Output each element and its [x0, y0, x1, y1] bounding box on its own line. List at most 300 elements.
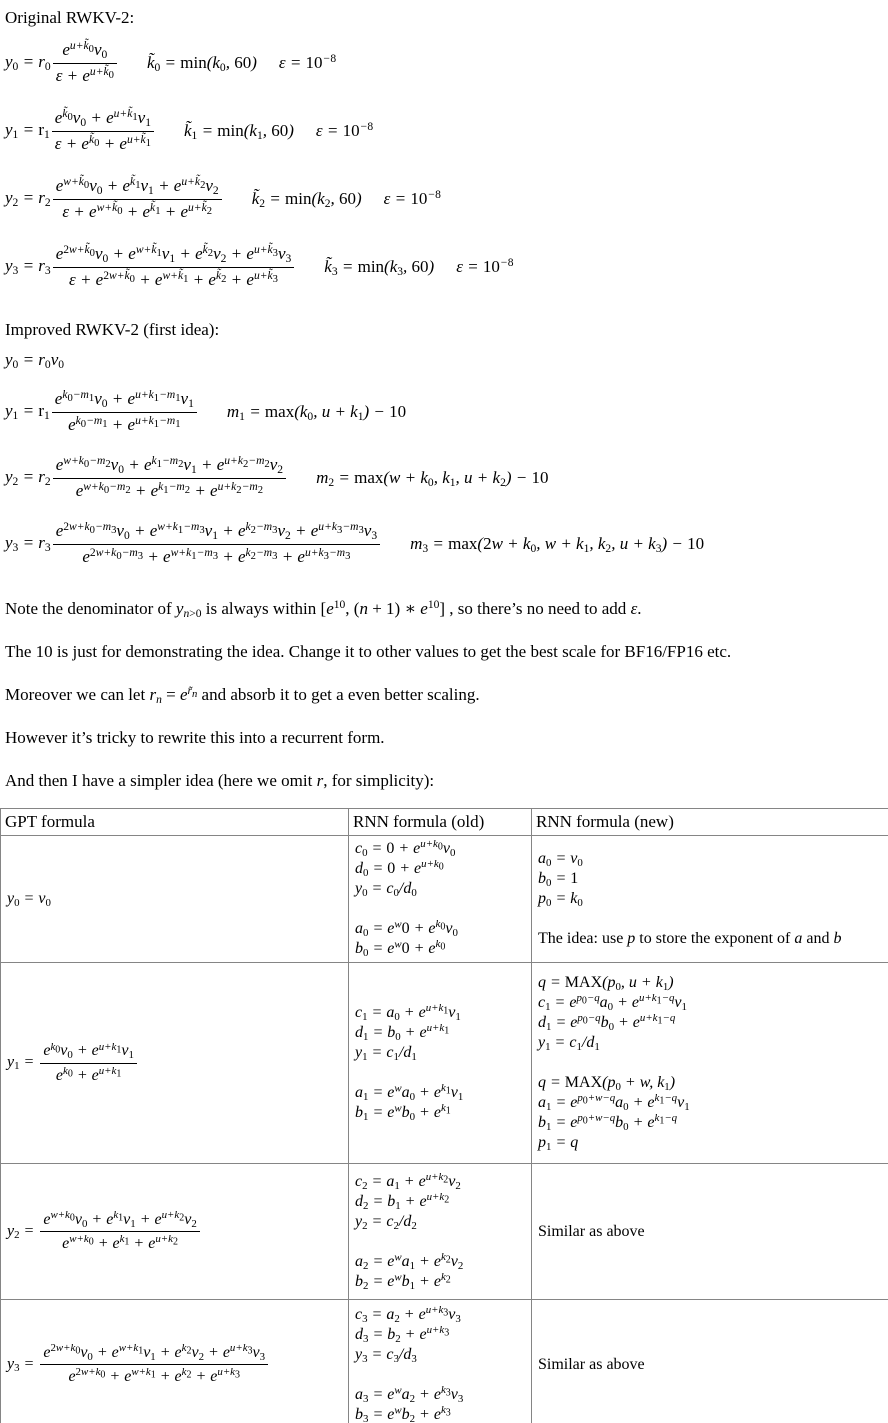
subscript — [45, 60, 51, 73]
denominator: $e^{k0-m1} + e^{u+k1-m1}$ — [68, 413, 181, 434]
digit: 1 — [363, 1030, 369, 1043]
digit: 0 — [393, 886, 399, 899]
digit: 1 — [659, 1115, 665, 1127]
subscript — [576, 1041, 581, 1053]
subscript — [363, 1091, 368, 1103]
subscript — [393, 1051, 398, 1063]
text-line: Similar as above — [538, 1355, 645, 1373]
subscript — [243, 459, 248, 470]
fraction — [53, 174, 222, 224]
superscript: u+k1 — [426, 1022, 450, 1037]
subscript — [363, 1412, 368, 1423]
digit: 1 — [132, 111, 138, 123]
digit: 1 — [664, 1080, 670, 1093]
superscript: u+k3 — [426, 1323, 450, 1339]
superscript — [187, 684, 198, 700]
superscript: k0 — [435, 918, 446, 933]
numerator: $e^{2w+k̃0}v0 + e^{w+k̃1}v1 + e^{k̃2}v2 + e^{u+k̃3}v3$ — [53, 242, 295, 268]
digit: 0 — [362, 886, 368, 899]
subscript — [428, 476, 434, 489]
digit: 0 — [69, 1212, 75, 1224]
digit: 0 — [81, 1217, 88, 1230]
digit: 0 — [449, 846, 456, 859]
digit: 2 — [50, 1342, 56, 1355]
subscript — [337, 525, 342, 536]
equation-y3-original — [5, 233, 888, 301]
formula-y1-original: y1 = r1 $\frac{e^{k̃0}v0 + e^{u+k̃1}v1}{\varepsilon + e^{k̃0} + e^{u+k̃1}}$ — [5, 106, 156, 156]
spacer-line — [538, 1053, 882, 1073]
italic-text: n — [183, 607, 190, 620]
digit: 1 — [163, 484, 169, 496]
italic-text: b — [833, 930, 842, 947]
digit: 0 — [401, 940, 410, 957]
subscript — [45, 264, 51, 277]
digit: 0 — [14, 896, 20, 909]
digit: 1 — [363, 1090, 369, 1103]
subscript — [259, 197, 265, 210]
digit: 1 — [684, 1100, 690, 1113]
digit: 3 — [12, 263, 19, 277]
digit: 1 — [362, 1050, 368, 1063]
denominator: $e^{w+k0} + e^{k1} + e^{u+k2}$ — [62, 1233, 178, 1252]
superscript: u+k̃1 — [126, 132, 151, 149]
fraction — [53, 519, 380, 569]
subscript — [371, 529, 377, 542]
digit: 1 — [177, 524, 184, 536]
formula-line: $d3 = b2 + e^{u+k3}$ — [355, 1323, 450, 1345]
subscript: n>0 — [183, 607, 202, 620]
digit: 2 — [483, 534, 492, 553]
upright-text: min — [217, 121, 244, 140]
digit: 2 — [105, 458, 111, 470]
digit: 2 — [445, 1274, 451, 1286]
subscript — [605, 542, 611, 555]
digit: 2 — [242, 458, 249, 470]
subscript — [615, 1081, 620, 1093]
digit: 10 — [342, 121, 360, 140]
formula-line: $a1 = e^wa0 + e^{k1}v1$ — [355, 1082, 464, 1103]
equation-y2-original — [5, 165, 888, 233]
subscript — [100, 1370, 105, 1381]
digit: 1 — [570, 870, 579, 887]
italic-text: n — [359, 599, 368, 618]
subscript — [130, 1218, 135, 1230]
digit: 0 — [623, 1100, 629, 1113]
digit: 0 — [401, 920, 410, 937]
subscript — [116, 1044, 121, 1055]
italic-text: e — [179, 685, 188, 704]
denominator: $e^{2w+k0-m3} + e^{w+k1-m3} + e^{k2-m3} + e^{u+k3-m3}$ — [82, 545, 351, 566]
digit: 3 — [272, 273, 278, 285]
subscript — [199, 1351, 204, 1363]
superscript: u+k1 — [98, 1064, 122, 1080]
superscript: u+k2 — [155, 1233, 178, 1248]
subscript — [443, 1307, 448, 1318]
subscript — [393, 1219, 398, 1231]
superscript: u+k1−m1 — [135, 387, 181, 404]
digit: 3 — [444, 1327, 450, 1339]
digit: 3 — [445, 1387, 451, 1399]
digit: 60 — [234, 53, 252, 72]
subscript — [455, 1011, 460, 1023]
superscript: k1−q — [654, 1092, 678, 1107]
digit: 1 — [14, 1060, 20, 1073]
digit: 0 — [103, 484, 110, 496]
digit: 1 — [124, 1236, 130, 1248]
subscript — [395, 1199, 400, 1211]
digit: 2 — [500, 476, 506, 489]
digit: 0 — [67, 392, 73, 404]
subscript — [248, 1346, 253, 1357]
subscript — [656, 542, 662, 555]
equation-y1-original — [5, 97, 888, 165]
digit: 2 — [324, 197, 331, 210]
subscript — [191, 463, 197, 476]
formula-line: $d0 = 0 + e^{u+k0}$ — [355, 858, 444, 879]
subscript — [446, 1086, 451, 1097]
formula-line: $a2 = e^wa1 + e^{k2}v2$ — [355, 1250, 464, 1272]
digit: 0 — [12, 358, 19, 371]
superscript: u+k3−m3 — [318, 519, 364, 536]
superscript: u+k1−m1 — [135, 413, 181, 430]
upright-text: min — [180, 53, 207, 72]
superscript: 2w+k0−m3 — [89, 545, 144, 562]
digit: 2 — [212, 183, 219, 197]
digit: 1 — [156, 247, 162, 259]
text-line: The idea: use p to store the exponent of a and b — [538, 930, 842, 947]
digit: 0 — [577, 896, 583, 909]
subscript — [258, 484, 263, 495]
superscript: k2 — [440, 1270, 451, 1286]
subscript — [410, 1259, 415, 1271]
subscript — [615, 981, 620, 993]
subscript — [163, 484, 168, 495]
italic-text: r — [316, 771, 324, 790]
digit: 1 — [393, 1050, 399, 1063]
digit: 1 — [153, 418, 160, 430]
subscript — [67, 112, 72, 123]
note-tricky-recurrent: However it’s tricky to rewrite this into a recurrent form. — [5, 728, 385, 747]
subscript — [94, 137, 99, 148]
digit: 1 — [545, 1040, 551, 1053]
subscript — [577, 857, 582, 869]
formula-line: $b1 = e^wb0 + e^{k1}$ — [355, 1102, 451, 1123]
digit: 2 — [12, 474, 19, 488]
digit: 1 — [12, 408, 19, 422]
formula-y2-original: y2 = r2 $\frac{e^{w+k̃0}v0 + e^{k̃1}v1 + e^{u+k̃2}v2}{\varepsilon + e^{w+k̃0} + e^{k̃1} + e^{u+k̃2}}$ — [5, 174, 224, 224]
subscript — [89, 44, 94, 55]
digit: 1 — [116, 1044, 122, 1056]
digit: 0 — [100, 1369, 106, 1381]
subscript — [422, 542, 428, 555]
condition-m2: m2 = max(w + k0, k1, u + k2) − 10 — [316, 468, 549, 489]
superscript: 2w+k̃0 — [63, 242, 95, 259]
subscript — [362, 1051, 367, 1063]
digit: 2 — [457, 1259, 464, 1272]
digit: 1 — [656, 995, 662, 1007]
subscript — [130, 273, 135, 284]
superscript: −8 — [499, 256, 514, 269]
digit: 0 — [89, 524, 95, 536]
digit: 0 — [88, 43, 94, 55]
digit: 0 — [581, 995, 587, 1007]
subscript — [584, 542, 590, 555]
digit: 1 — [409, 1259, 416, 1272]
superscript: k2−m3 — [245, 519, 278, 536]
subscript — [363, 947, 368, 959]
subscript — [97, 184, 103, 197]
digit: 0 — [96, 183, 103, 197]
subscript — [90, 525, 95, 536]
digit: 1 — [546, 1020, 552, 1033]
digit: 1 — [130, 1217, 136, 1230]
upright-text: max — [448, 534, 478, 553]
digit: 1 — [363, 1110, 369, 1123]
digit: 3 — [12, 540, 19, 554]
digit: 3 — [393, 1352, 399, 1365]
subscript — [14, 1229, 19, 1241]
subscript — [545, 1001, 550, 1013]
superscript: w — [394, 1082, 402, 1095]
subscript — [444, 1327, 449, 1338]
condition-epsilon-0: $\varepsilon = 10^{-8}$ — [278, 52, 337, 72]
subscript — [200, 180, 205, 191]
digit: 2 — [236, 484, 242, 496]
subscript — [411, 1219, 416, 1231]
upright-text: min — [285, 189, 312, 208]
table-row-y0 — [1, 836, 888, 963]
formula-y2-improved: y2 = r2 $\frac{e^{w+k0-m2}v0 + e^{k1-m2}v1 + e^{u+k2-m2}v2}{e^{w+k0-m2} + e^{k1-m2} + e^{u+k2-m2}}$ — [5, 453, 288, 503]
subscript — [191, 1218, 196, 1230]
formula-line: y1 = c1/d1 — [355, 1044, 417, 1063]
formula-y3-original: y3 = r3 $\frac{e^{2w+k̃0}v0 + e^{w+k̃1}v1 + e^{k̃2}v2 + e^{u+k̃3}v3}{\varepsilon + e^{2w+k̃0} + e^{w+k̃1} + e^{k̃2} + e^{u+k̃3}}$ — [5, 242, 296, 292]
digit: 1 — [681, 1000, 687, 1013]
digit: 0 — [395, 1030, 401, 1043]
formula-line: $b2 = e^wb1 + e^{k2}$ — [355, 1270, 451, 1292]
subscript — [192, 129, 198, 142]
digit: 1 — [169, 251, 176, 265]
digit: 2 — [409, 1392, 416, 1405]
digit: 2 — [443, 1174, 449, 1186]
equation-y2-improved — [5, 445, 888, 511]
digit: 2 — [186, 1369, 192, 1381]
subscript — [444, 1026, 449, 1037]
subscript — [257, 129, 263, 142]
italic-text: e — [420, 599, 428, 618]
subscript — [286, 252, 292, 265]
subscript — [583, 1016, 588, 1027]
subscript — [264, 459, 269, 470]
subscript — [273, 273, 278, 284]
digit: 10 — [531, 468, 549, 487]
superscript: u+k0 — [421, 858, 444, 873]
digit: 3 — [137, 550, 144, 562]
subscript — [117, 205, 122, 216]
superscript: k0−m1 — [75, 413, 108, 430]
subscript — [393, 1352, 398, 1364]
subscript — [82, 1218, 87, 1230]
digit: 1 — [150, 1350, 156, 1363]
subscript — [395, 1332, 400, 1344]
subscript — [362, 1011, 367, 1023]
digit: 1 — [409, 1279, 416, 1292]
superscript: 2w+k0 — [50, 1342, 81, 1357]
superscript: k0 — [435, 938, 446, 953]
condition-epsilon-2: $\varepsilon = 10^{-8}$ — [383, 188, 441, 208]
subscript — [394, 1179, 399, 1191]
superscript: −8 — [359, 120, 374, 133]
subscript — [45, 897, 50, 909]
digit: 1 — [145, 137, 151, 149]
subscript — [444, 1194, 449, 1205]
note-simpler-idea: And then I have a simpler idea (here we omit r, for simplicity): — [5, 771, 435, 790]
subscript — [45, 475, 51, 488]
subscript — [362, 887, 367, 899]
digit: 3 — [212, 550, 218, 562]
digit: 2 — [178, 458, 184, 470]
digit: 2 — [395, 1332, 401, 1345]
digit: 1 — [657, 1015, 663, 1027]
equation-y3-improved — [5, 511, 888, 577]
digit: 2 — [44, 195, 51, 209]
subscript — [138, 550, 143, 561]
superscript: p0−q — [577, 1012, 601, 1027]
subscript — [111, 525, 116, 536]
fraction — [40, 1208, 199, 1255]
superscript: w — [394, 1102, 402, 1115]
digit: 1 — [394, 1179, 400, 1192]
superscript: k1−m2 — [151, 453, 184, 470]
denominator: $\varepsilon + e^{k̃0} + e^{u+k̃1}$ — [54, 132, 151, 153]
subscript — [84, 459, 89, 470]
digit: 2 — [328, 476, 335, 489]
superscript: w — [394, 938, 402, 951]
superscript: k3 — [440, 1383, 451, 1399]
numerator: $e^{w+k0}v0 + e^{k1}v1 + e^{u+k2}v2$ — [40, 1208, 199, 1232]
digit: 0 — [582, 1015, 588, 1027]
condition-m3: m3 = max(2w + k0, w + k1, k2, u + k3) − 10 — [410, 534, 705, 555]
digit: 2 — [362, 1219, 368, 1232]
subscript — [84, 180, 89, 191]
subscript — [546, 877, 551, 889]
subscript — [546, 857, 551, 869]
upright-text: r — [38, 400, 44, 420]
subscript — [530, 542, 536, 555]
subscript — [546, 1141, 551, 1153]
digit: 3 — [14, 1362, 20, 1374]
italic-text: y — [175, 599, 184, 618]
digit: 0 — [80, 418, 87, 430]
digit: 0 — [80, 115, 87, 129]
subscript — [657, 996, 662, 1007]
digit: 60 — [271, 121, 289, 140]
condition-ktilde2: k̃2 = min(k2, 60) — [251, 189, 362, 210]
cell-old-y3 — [349, 1300, 532, 1423]
numerator: $e^{u+k̃0}v0$ — [53, 38, 117, 64]
digit: 0 — [623, 1120, 629, 1133]
digit: 0 — [582, 1115, 588, 1127]
digit: 2 — [206, 205, 213, 217]
subscript — [363, 1199, 368, 1211]
subscript — [208, 248, 213, 259]
subscript — [156, 693, 162, 706]
digit: 2 — [221, 273, 227, 285]
digit: 8 — [330, 52, 337, 65]
spacer-line — [355, 1232, 525, 1252]
superscript: u+k̃0 — [69, 38, 94, 55]
digit: 0 — [89, 247, 95, 259]
digit: 0 — [129, 273, 135, 285]
numerator: $e^{2w+k0}v0 + e^{w+k1}v1 + e^{k2}v2 + e^{u+k3}v3$ — [40, 1341, 268, 1365]
digit: 3 — [259, 1350, 266, 1363]
italic-text: n — [156, 693, 162, 706]
digit: 1 — [188, 396, 194, 410]
digit: 1 — [135, 179, 141, 191]
denominator: $e^{2w+k0} + e^{w+k1} + e^{k2} + e^{u+k3}$ — [68, 1366, 240, 1385]
italic-text: r̃ — [187, 684, 192, 697]
spacer-line — [355, 899, 525, 919]
condition-ktilde0: k̃0 = min(k0, 60) — [146, 53, 257, 74]
italic-text: r — [149, 685, 157, 704]
upright-text: r — [38, 119, 44, 139]
subscript — [70, 1213, 75, 1224]
subscript — [191, 550, 196, 561]
superscript: 2w+k0−m3 — [63, 519, 117, 536]
digit: 3 — [337, 524, 343, 536]
digit: 8 — [367, 120, 374, 133]
superscript: u+k̃0 — [89, 64, 114, 81]
digit: 3 — [445, 1407, 451, 1419]
digit: 1 — [118, 1212, 124, 1224]
subscript — [124, 529, 130, 542]
digit: 0 — [440, 941, 446, 953]
superscript: w — [394, 1403, 402, 1416]
digit: 1 — [212, 528, 218, 542]
formula-line: p1 = q — [538, 1134, 579, 1153]
formula-line: y0 = c0/d0 — [355, 880, 417, 899]
subscript — [221, 252, 227, 265]
table-row-y1 — [1, 963, 888, 1164]
digit: 1 — [43, 127, 50, 141]
superscript: p0−q — [576, 992, 600, 1007]
condition-epsilon-1: $\varepsilon = 10^{-8}$ — [315, 120, 374, 140]
superscript: w+k1−m3 — [170, 545, 218, 562]
table-row-y2 — [1, 1164, 888, 1300]
subscript — [13, 60, 19, 73]
superscript: k̃0 — [62, 106, 73, 123]
digit: 0 — [363, 946, 369, 959]
superscript: w+k1 — [131, 1366, 156, 1381]
digit: 0 — [101, 396, 108, 410]
digit: 2 — [250, 550, 256, 562]
subscript — [157, 459, 162, 470]
subscript — [220, 61, 226, 74]
superscript: u+k1−q — [639, 992, 675, 1007]
subscript — [443, 1006, 448, 1017]
digit: 1 — [455, 1010, 461, 1023]
italic-text: p — [627, 930, 636, 947]
condition-ktilde1: k̃1 = min(k1, 60) — [183, 121, 294, 142]
digit: 0 — [387, 860, 396, 877]
digit: 1 — [183, 273, 189, 285]
digit: 2 — [179, 1212, 185, 1224]
digit: 1 — [395, 1199, 401, 1212]
subscript — [452, 927, 457, 939]
formula-line: y1 = c1/d1 — [538, 1034, 600, 1053]
subscript — [118, 463, 124, 476]
digit: 0 — [44, 358, 51, 371]
superscript: w+k̃0 — [96, 200, 123, 217]
